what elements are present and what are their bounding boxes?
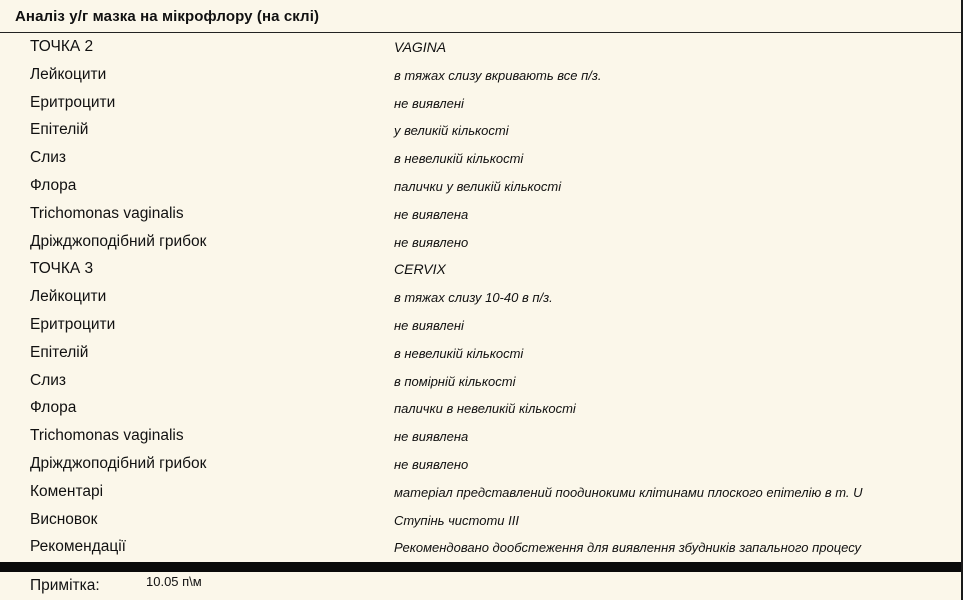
title-divider bbox=[0, 32, 963, 33]
table-row bbox=[0, 145, 963, 173]
table-row bbox=[0, 423, 963, 451]
table-row bbox=[0, 451, 963, 479]
row-value: в тяжах слизу 10-40 в п/з. bbox=[394, 290, 553, 306]
row-value: в тяжах слизу вкривають все п/з. bbox=[394, 67, 602, 83]
table-row bbox=[0, 284, 963, 312]
row-label: Лейкоцити bbox=[30, 65, 107, 83]
note-value: 10.05 п\м bbox=[146, 574, 202, 589]
row-label: Висновок bbox=[30, 510, 98, 528]
row-value: не виявлені bbox=[394, 95, 464, 111]
table-row bbox=[0, 34, 963, 62]
row-value: палички в невеликій кількості bbox=[394, 401, 576, 417]
row-value: Рекомендовано дообстеження для виявлення збудників запального процесу bbox=[394, 540, 862, 556]
row-value: VAGINA bbox=[394, 39, 447, 55]
row-label: ТОЧКА 2 bbox=[30, 38, 94, 55]
row-label: Еритроцити bbox=[30, 315, 116, 333]
row-value: у великій кількості bbox=[394, 123, 509, 139]
row-value: в невеликій кількості bbox=[394, 345, 524, 361]
row-value: палички у великій кількості bbox=[394, 178, 562, 194]
row-value: CERVIX bbox=[394, 261, 446, 278]
table-row bbox=[0, 507, 963, 535]
table-row bbox=[0, 62, 963, 90]
table-row bbox=[0, 229, 963, 257]
results-table bbox=[0, 34, 963, 562]
row-value: Ступінь чистоти III bbox=[394, 512, 519, 528]
row-label: Флора bbox=[30, 176, 77, 194]
row-label: Trichomonas vaginalis bbox=[30, 427, 184, 445]
row-label: Trichomonas vaginalis bbox=[30, 204, 184, 222]
note-label: Примітка: bbox=[30, 577, 100, 594]
row-value: не виявлена bbox=[394, 429, 469, 445]
row-label: Коментарі bbox=[30, 482, 104, 500]
row-label: Епітелій bbox=[30, 121, 89, 139]
table-row bbox=[0, 479, 963, 507]
row-label: Дріжджоподібний грибок bbox=[30, 454, 207, 472]
table-row bbox=[0, 534, 963, 562]
row-label: ТОЧКА 3 bbox=[30, 260, 94, 278]
row-value: матеріал представлений поодинокими клітинами плоского епітелію в т. U bbox=[394, 484, 863, 500]
row-label: Еритроцити bbox=[30, 93, 116, 111]
row-label: Лейкоцити bbox=[30, 288, 107, 306]
row-value: не виявлено bbox=[394, 456, 469, 472]
report-title: Аналіз у/г мазка на мікрофлору (на склі) bbox=[15, 8, 320, 25]
row-value: не виявлена bbox=[394, 206, 469, 222]
table-row bbox=[0, 340, 963, 368]
row-label: Рекомендації bbox=[30, 538, 126, 556]
table-row bbox=[0, 312, 963, 340]
section-divider bbox=[0, 562, 963, 572]
table-row bbox=[0, 368, 963, 396]
row-label: Слиз bbox=[30, 149, 67, 167]
row-value: не виявлено bbox=[394, 234, 469, 250]
table-row bbox=[0, 201, 963, 229]
table-row bbox=[0, 117, 963, 145]
row-value: в невеликій кількості bbox=[394, 151, 524, 167]
table-row bbox=[0, 256, 963, 284]
table-row bbox=[0, 173, 963, 201]
row-value: в помірній кількості bbox=[394, 373, 516, 389]
row-label: Слиз bbox=[30, 371, 67, 389]
row-label: Флора bbox=[30, 399, 77, 417]
table-row bbox=[0, 395, 963, 423]
table-row bbox=[0, 90, 963, 118]
row-label: Епітелій bbox=[30, 343, 89, 361]
row-value: не виявлені bbox=[394, 317, 464, 333]
row-label: Дріжджоподібний грибок bbox=[30, 232, 207, 250]
